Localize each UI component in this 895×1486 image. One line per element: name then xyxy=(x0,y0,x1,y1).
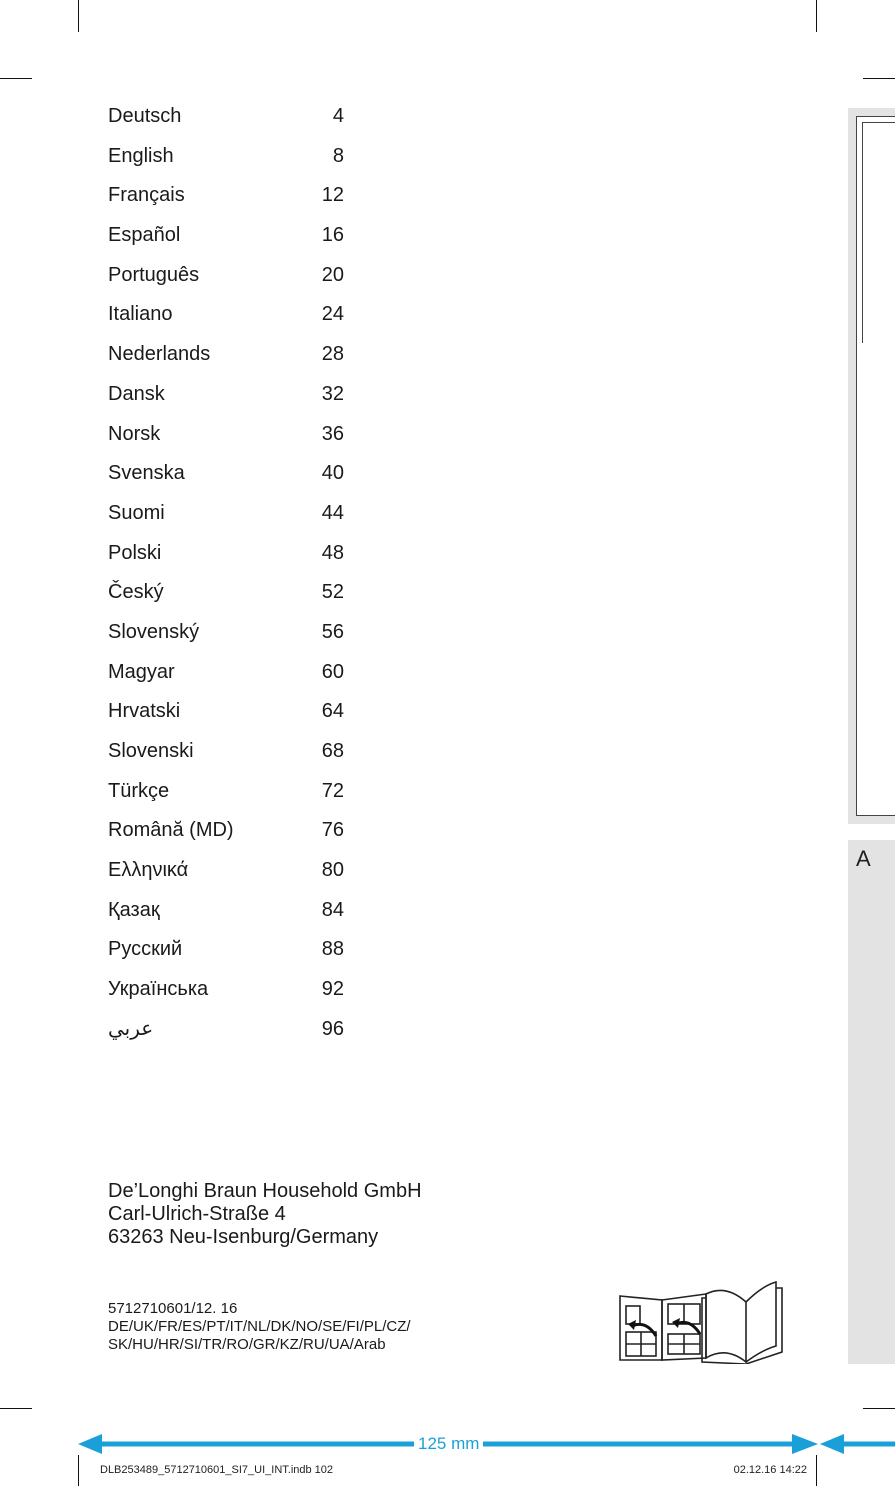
page-number: 76 xyxy=(321,819,344,842)
language-name: Slovenski xyxy=(108,740,194,762)
language-name: Română (MD) xyxy=(108,819,234,842)
page-number: 32 xyxy=(321,382,344,405)
language-name: Český xyxy=(108,581,164,604)
language-name: Magyar xyxy=(108,660,175,683)
language-name: Hrvatski xyxy=(108,700,181,723)
crop-mark-top-right xyxy=(816,0,817,32)
language-name: Ελληνικά xyxy=(108,859,189,882)
page-number: 8 xyxy=(332,144,344,167)
adjacent-page-panel-upper xyxy=(848,108,895,824)
language-name: Suomi xyxy=(108,501,165,524)
toc-row xyxy=(108,176,348,216)
toc-row xyxy=(108,97,348,137)
page-number: 96 xyxy=(321,1017,344,1040)
toc-row xyxy=(108,851,348,891)
toc-row xyxy=(108,772,348,812)
page-number: 60 xyxy=(321,660,344,683)
toc-row xyxy=(108,335,348,375)
crop-mark-right-lower xyxy=(863,1408,895,1409)
language-name: Français xyxy=(108,184,185,207)
page-number: 80 xyxy=(321,859,344,882)
toc-row xyxy=(108,216,348,256)
page-number: 44 xyxy=(321,501,344,524)
language-name: Norsk xyxy=(108,422,161,445)
page-number: 84 xyxy=(321,898,344,921)
toc-row xyxy=(108,494,348,534)
measurement-arrow xyxy=(78,1430,895,1460)
toc-row xyxy=(108,454,348,494)
page-number: 36 xyxy=(321,422,344,445)
crop-mark-right-upper xyxy=(863,78,895,79)
toc-row xyxy=(108,137,348,177)
language-name: Türkçe xyxy=(108,779,170,802)
language-name: Українська xyxy=(108,978,209,1001)
language-name: Deutsch xyxy=(108,105,182,127)
toc-row xyxy=(108,534,348,574)
language-name: Русский xyxy=(108,938,183,961)
page-number: 12 xyxy=(321,184,344,207)
page-number: 64 xyxy=(321,700,344,723)
page-number: 4 xyxy=(332,105,344,127)
page-number: 68 xyxy=(321,740,344,762)
language-name: Español xyxy=(108,224,181,247)
company-city: 63263 Neu-Isenburg/Germany xyxy=(108,1226,379,1248)
toc-row xyxy=(108,295,348,335)
language-name: عربي xyxy=(108,1017,154,1040)
language-name: Italiano xyxy=(108,303,173,326)
crop-mark-left-upper xyxy=(0,78,32,79)
measurement-label: 125 mm xyxy=(414,1434,483,1454)
page-number: 28 xyxy=(321,343,344,366)
language-name: Dansk xyxy=(108,382,165,405)
language-name: English xyxy=(108,144,174,167)
page-number: 48 xyxy=(321,541,344,564)
page-number: 52 xyxy=(321,581,344,604)
crop-mark-left-lower xyxy=(0,1408,32,1409)
booklet-fold-icon xyxy=(616,1280,792,1364)
toc-row xyxy=(108,375,348,415)
page-number: 40 xyxy=(321,462,344,485)
toc-row xyxy=(108,256,348,296)
language-name: Português xyxy=(108,263,200,286)
language-name: Polski xyxy=(108,541,162,564)
page-number: 20 xyxy=(321,263,344,286)
page-number: 92 xyxy=(321,978,344,1001)
toc-row xyxy=(108,415,348,455)
toc-row xyxy=(108,692,348,732)
toc-row xyxy=(108,573,348,613)
document-number: 5712710601/12. 16 xyxy=(108,1300,238,1317)
document-codes xyxy=(108,1300,411,1354)
language-name: Nederlands xyxy=(108,343,211,366)
adjacent-page-letter: A xyxy=(856,846,871,871)
company-street: Carl-Ulrich-Straße 4 xyxy=(108,1203,286,1225)
page-number: 88 xyxy=(321,938,344,961)
page-number: 72 xyxy=(321,779,344,802)
country-codes-line-1: DE/UK/FR/ES/PT/IT/NL/DK/NO/SE/FI/PL/CZ/ xyxy=(108,1318,411,1335)
page-number: 24 xyxy=(321,303,344,326)
company-name: De’Longhi Braun Household GmbH xyxy=(108,1180,422,1202)
adjacent-page-inner-frame xyxy=(862,122,895,343)
toc-row xyxy=(108,811,348,851)
crop-mark-top-left xyxy=(78,0,79,32)
language-name: Slovenský xyxy=(108,620,200,643)
width-measurement xyxy=(78,1430,895,1460)
print-file-info: DLB253489_5712710601_SI7_UI_INT.indb 102 xyxy=(100,1464,334,1476)
language-name: Svenska xyxy=(108,462,185,485)
toc-row xyxy=(108,930,348,970)
language-name: Қазақ xyxy=(108,898,160,921)
country-codes-line-2: SK/HU/HR/SI/TR/RO/GR/KZ/RU/UA/Arab xyxy=(108,1336,386,1353)
company-address xyxy=(108,1180,422,1249)
adjacent-page-panel-lower xyxy=(848,840,895,1364)
page-number: 16 xyxy=(321,224,344,247)
toc-row xyxy=(108,1010,348,1050)
toc-row xyxy=(108,613,348,653)
toc-row xyxy=(108,732,348,772)
toc-row xyxy=(108,653,348,693)
toc-row xyxy=(108,970,348,1010)
language-index xyxy=(108,97,348,1050)
print-date-info: 02.12.16 14:22 xyxy=(733,1464,807,1476)
toc-row xyxy=(108,891,348,931)
page-number: 56 xyxy=(321,620,344,643)
